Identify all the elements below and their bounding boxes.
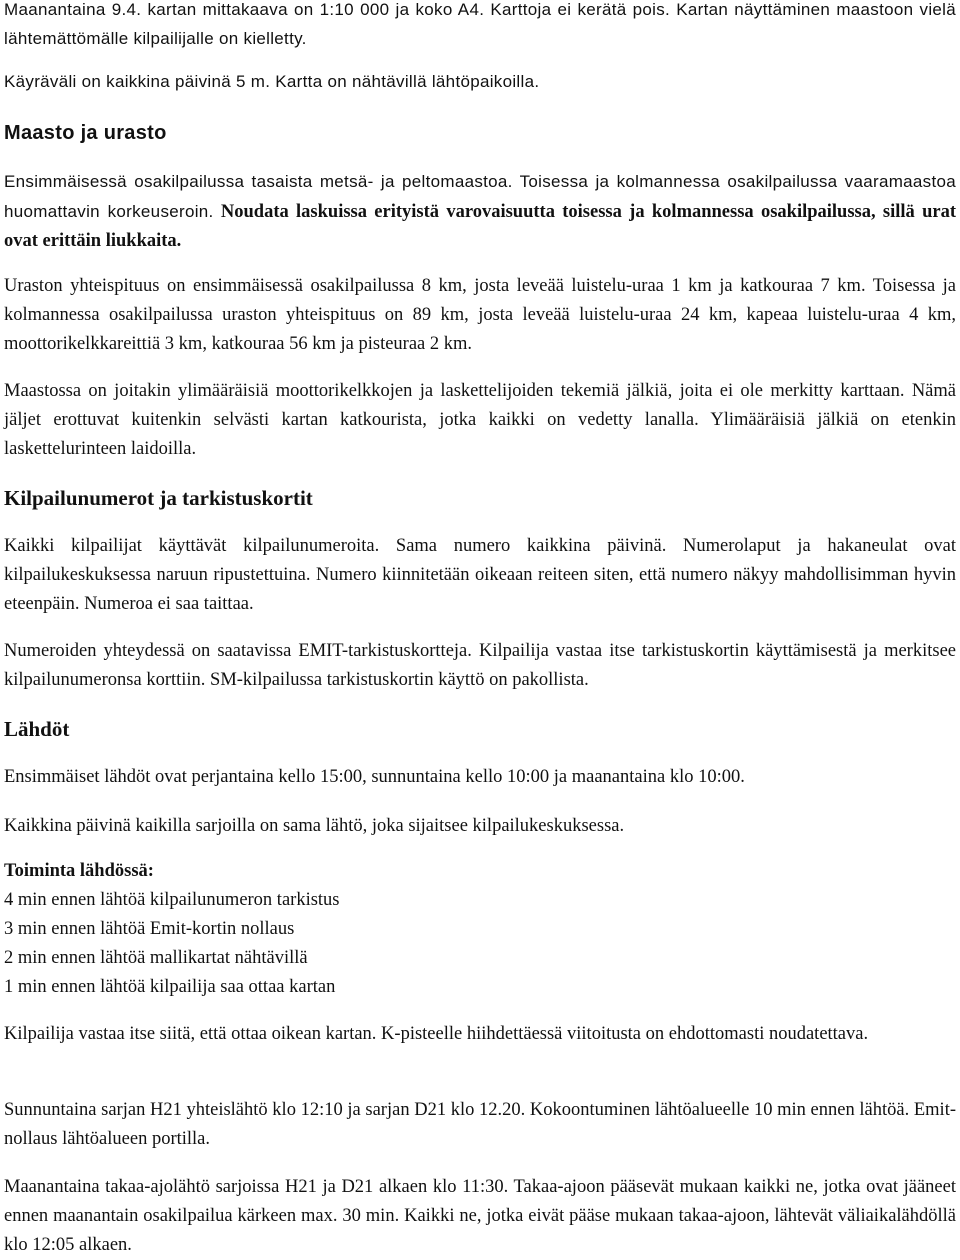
- start-procedure-list: [4, 886, 956, 1002]
- terrain-warning: Noudata laskuissa erityistä varovaisuutta toisessa ja kolmannessa osakilpailussa, sillä urat ovat erittäin liukkaita.: [4, 202, 957, 251]
- paragraph-map-scale: Maanantaina 9.4. kartan mittakaava on 1:10 000 ja koko A4. Karttoja ei kerätä pois. Kartan näyttäminen maastoon vielä lähtemättömälle kilpailijalle on kielletty.: [4, 0, 956, 48]
- paragraph-terrain: [4, 167, 956, 256]
- paragraph-contour-interval: Käyräväli on kaikkina päivinä 5 m. Kartta on nähtävillä lähtöpaikoilla.: [4, 72, 540, 91]
- paragraph-first-starts: Ensimmäiset lähdöt ovat perjantaina kello 15:00, sunnuntaina kello 10:00 ja maanantaina klo 10:00.: [4, 767, 745, 787]
- terrain-first-race: Ensimmäisessä osakilpailussa tasaista metsä- ja peltomaastoa.: [4, 172, 513, 191]
- list-item: 1 min ennen lähtöä kilpailija saa ottaa kartan: [4, 977, 336, 997]
- paragraph-trail-length: Uraston yhteispituus on ensimmäisessä osakilpailussa 8 km, josta leveää luistelu-uraa 1 km ja katkouraa 7 km. Toisessa ja kolmannessa osakilpailussa uraston yhteispituus on 89 km, josta leveää luistelu-uraa 24 km, kapeaa luistelu-uraa 4 km, moottorikelkkareittiä 3 km, katkouraa 56 km ja pisteuraa 2 km.: [4, 276, 956, 354]
- list-item: 3 min ennen lähtöä Emit-kortin nollaus: [4, 919, 295, 939]
- heading-maasto-ja-urasto: Maasto ja urasto: [4, 122, 167, 144]
- heading-kilpailunumerot: Kilpailunumerot ja tarkistuskortit: [4, 486, 313, 510]
- paragraph-same-start: Kaikkina päivinä kaikilla sarjoilla on sama lähtö, joka sijaitsee kilpailukeskuksessa.: [4, 816, 625, 836]
- paragraph-correct-map: Kilpailija vastaa itse siitä, että ottaa oikean kartan. K-pisteelle hiihdettäessä viitoitusta on ehdottomasti noudatettava.: [4, 1024, 869, 1044]
- heading-lahdot: Lähdöt: [4, 717, 70, 741]
- paragraph-race-numbers: Kaikki kilpailijat käyttävät kilpailunumeroita. Sama numero kaikkina päivinä. Numerolaput ja hakaneulat ovat kilpailukeskuksessa naruun ripustettuina. Numero kiinnitetään oikeaan reiteen siten, että numero näkyy mahdollisimman hyvin eteenpäin. Numeroa ei saa taittaa.: [4, 536, 956, 614]
- paragraph-extra-tracks: Maastossa on joitakin ylimääräisiä moottorikelkkojen ja laskettelijoiden tekemiä jälkiä, joita ei ole merkitty karttaan. Nämä jäljet erottuvat kuitenkin selvästi kartan katkouristа, jotka kaikki on vedetty lanalla. Ylimääräisiä jälkiä on etenkin laskettelurinteen laidoilla.: [4, 381, 956, 459]
- list-item: 2 min ennen lähtöä mallikartat nähtävillä: [4, 948, 308, 968]
- paragraph-monday-pursuit: Maanantaina takaa-ajolähtö sarjoissa H21 ja D21 alkaen klo 11:30. Takaa-ajoon pääsevät mukaan kaikki ne, jotka ovat jääneet ennen maanantain osakilpailua kärkeen max. 30 min. Kaikki ne, jotka eivät pääse mukaan takaa-ajoon, lähtevät väliaikalähdöllä klo 12:05 alkaen.: [4, 1177, 956, 1255]
- toiminta-title: Toiminta lähdössä:: [4, 861, 154, 881]
- terrain-second-third-race: Toisessa ja kolmannessa osakilpailussa vaaramaastoa huomattavin korkeuseroin.: [4, 172, 957, 221]
- paragraph-emit-cards: Numeroiden yhteydessä on saatavissa EMIT-tarkistuskortteja. Kilpailija vastaa itse tarkistuskortin käyttämisestä ja merkitsee kilpailunumeronsa korttiin. SM-kilpailussa tarkistuskortin käyttö on pakollista.: [4, 641, 956, 690]
- paragraph-sunday-mass-start: Sunnuntaina sarjan H21 yhteislähtö klo 12:10 ja sarjan D21 klo 12.20. Kokoontuminen lähtöalueelle 10 min ennen lähtöä. Emit-nollaus lähtöalueen portilla.: [4, 1100, 956, 1149]
- list-item: 4 min ennen lähtöä kilpailunumeron tarkistus: [4, 890, 340, 910]
